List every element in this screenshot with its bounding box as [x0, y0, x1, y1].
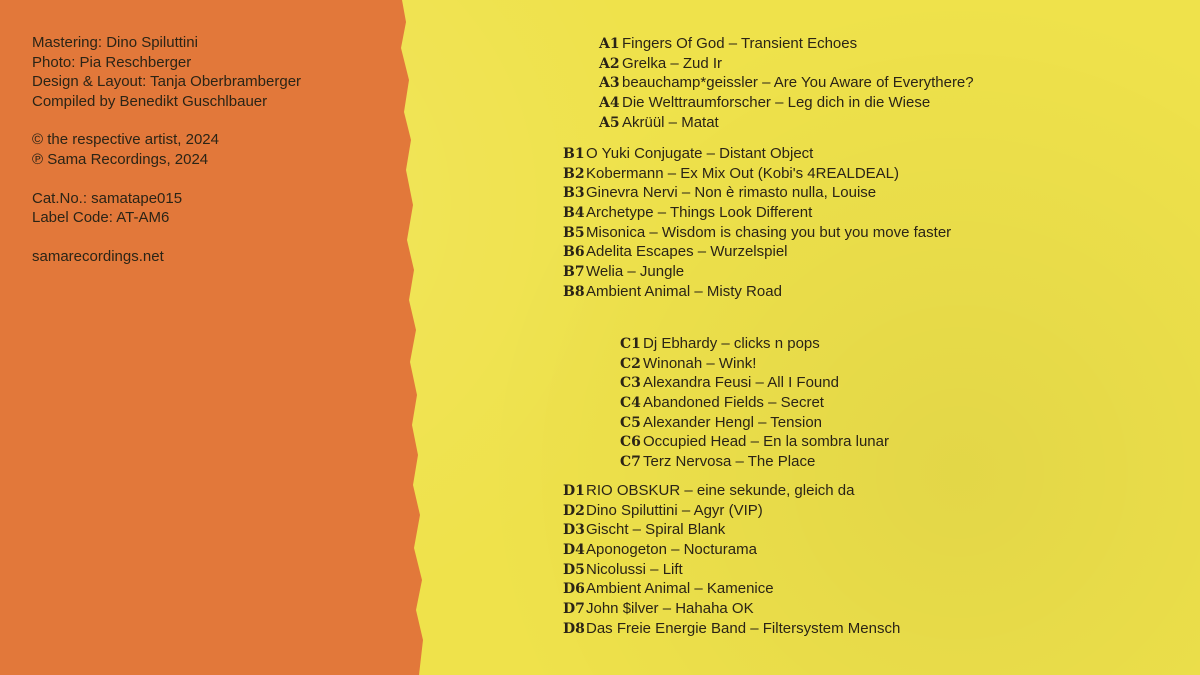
track-item: [563, 599, 900, 619]
track-code: C1: [620, 336, 641, 352]
track-code: C6: [620, 434, 641, 451]
track-title: Welia – Jungle: [586, 263, 685, 281]
track-title: Kobermann – Ex Mix Out (Kobi's 4REALDEAL): [586, 164, 899, 182]
track-title: Ambient Animal – Misty Road: [586, 282, 782, 300]
track-title: Akrüül – Matat: [622, 113, 719, 131]
track-item: [620, 452, 889, 472]
track-title: beauchamp*geissler – Are You Aware of Everythere?: [622, 74, 974, 92]
track-item: [563, 183, 951, 203]
track-item: [620, 432, 889, 452]
track-code: C3: [620, 375, 641, 392]
track-title: Adelita Escapes – Wurzelspiel: [586, 243, 788, 261]
credit-line: Compiled by Benedikt Guschlbauer: [32, 92, 268, 110]
track-code: A5: [599, 114, 620, 131]
track-code: A4: [599, 95, 620, 112]
track-item: [563, 520, 900, 540]
track-code: B8: [563, 283, 585, 300]
credit-line: samarecordings.net: [32, 247, 164, 265]
credit-line: Photo: Pia Reschberger: [32, 53, 192, 71]
track-title: Alexandra Feusi – All I Found: [643, 374, 839, 392]
track-title: RIO OBSKUR – eine sekunde, gleich da: [586, 482, 855, 499]
track-item: [599, 34, 974, 54]
track-item: [563, 619, 900, 639]
track-code: D8: [563, 620, 585, 637]
credits-block: [32, 33, 402, 266]
track-title: Aponogeton – Nocturama: [586, 541, 757, 559]
track-item: [563, 164, 951, 184]
track-title: John $ilver – Hahaha OK: [586, 600, 754, 618]
credit-line: © the respective artist, 2024: [32, 131, 219, 149]
track-title: Ginevra Nervi – Non è rimasto nulla, Louise: [586, 184, 877, 202]
track-title: Terz Nervosa – The Place: [643, 453, 816, 471]
side-b-tracklist: [563, 144, 951, 302]
track-item: [599, 93, 974, 113]
side-a-tracklist: [599, 34, 974, 132]
track-code: B6: [563, 244, 585, 261]
track-item: [620, 413, 889, 433]
side-c-tracklist: [620, 334, 889, 472]
track-title: Winonah – Wink!: [643, 354, 757, 372]
track-title: Fingers Of God – Transient Echoes: [622, 35, 858, 52]
track-item: [599, 73, 974, 93]
track-code: C2: [620, 355, 641, 372]
track-code: B1: [563, 146, 585, 162]
track-code: D5: [563, 561, 585, 578]
track-title: Die Welttraumforscher – Leg dich in die Wiese: [622, 94, 931, 112]
track-title: Alexander Hengl – Tension: [643, 413, 823, 431]
track-title: Das Freie Energie Band – Filtersystem Mensch: [586, 619, 901, 637]
track-title: Abandoned Fields – Secret: [643, 394, 824, 412]
track-code: C7: [620, 454, 641, 471]
track-code: D1: [563, 483, 585, 499]
track-item: [620, 334, 889, 354]
credits-spacer: [32, 170, 402, 189]
track-item: [563, 262, 951, 282]
credit-line: Mastering: Dino Spiluttini: [32, 34, 198, 51]
track-item: [563, 144, 951, 164]
track-code: A3: [599, 75, 620, 92]
track-title: Dino Spiluttini – Agyr (VIP): [586, 501, 763, 519]
track-title: Archetype – Things Look Different: [586, 204, 813, 222]
track-code: D7: [563, 601, 585, 618]
track-item: [563, 242, 951, 262]
track-title: Grelka – Zud Ir: [622, 54, 723, 72]
track-code: B4: [563, 205, 585, 222]
track-item: [620, 354, 889, 374]
track-code: C5: [620, 414, 641, 431]
track-title: Occupied Head – En la sombra lunar: [643, 433, 889, 451]
track-item: [563, 223, 951, 243]
track-item: [620, 373, 889, 393]
track-code: A1: [599, 36, 620, 52]
track-item: [563, 501, 900, 521]
track-code: D6: [563, 581, 585, 598]
track-item: [563, 203, 951, 223]
track-code: D3: [563, 522, 585, 539]
track-item: [563, 579, 900, 599]
track-title: Nicolussi – Lift: [586, 560, 683, 578]
track-code: D2: [563, 502, 585, 519]
track-item: [599, 54, 974, 74]
credits-spacer: [32, 228, 402, 247]
track-item: [563, 540, 900, 560]
credit-line: ℗ Sama Recordings, 2024: [32, 150, 209, 168]
track-code: C4: [620, 395, 641, 412]
side-d-tracklist: [563, 481, 900, 639]
track-code: A2: [599, 55, 620, 72]
track-title: O Yuki Conjugate – Distant Object: [586, 145, 814, 162]
track-code: B7: [563, 264, 585, 281]
track-item: [563, 560, 900, 580]
track-item: [563, 282, 951, 302]
track-code: B5: [563, 224, 585, 241]
credit-line: Design & Layout: Tanja Oberbramberger: [32, 73, 302, 91]
track-title: Ambient Animal – Kamenice: [586, 580, 774, 598]
track-item: [620, 393, 889, 413]
track-title: Dj Ebhardy – clicks n pops: [643, 335, 820, 352]
track-title: Gischt – Spiral Blank: [586, 521, 726, 539]
credit-line: Label Code: AT-AM6: [32, 209, 170, 227]
credit-line: Cat.No.: samatape015: [32, 189, 183, 207]
track-title: Misonica – Wisdom is chasing you but you move faster: [586, 223, 952, 241]
credits-spacer: [32, 111, 402, 130]
track-code: D4: [563, 542, 585, 559]
track-code: B3: [563, 185, 585, 202]
track-item: [563, 481, 900, 501]
track-item: [599, 113, 974, 133]
track-code: B2: [563, 165, 585, 182]
